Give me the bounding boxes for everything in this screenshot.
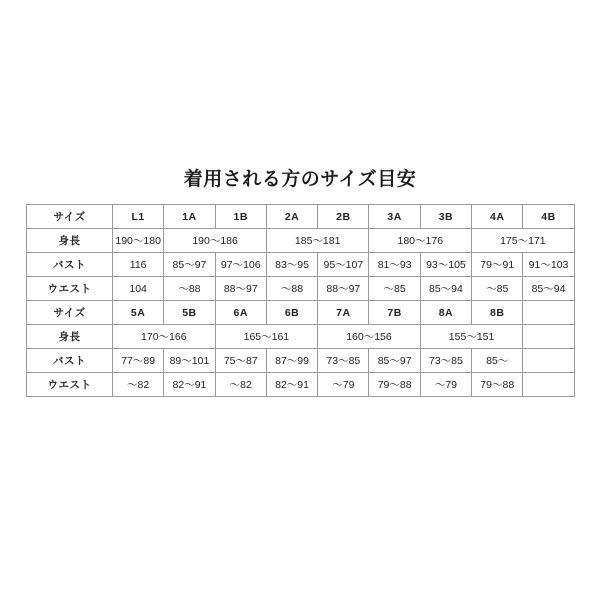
size-header-cell: 8A bbox=[420, 301, 471, 325]
size-header-cell: 5A bbox=[113, 301, 164, 325]
value-cell: 〜82 bbox=[113, 373, 164, 397]
value-cell: 85〜94 bbox=[523, 277, 574, 301]
size-header-cell: 6A bbox=[215, 301, 266, 325]
value-cell: 79〜91 bbox=[472, 253, 523, 277]
size-header-cell: 7A bbox=[318, 301, 369, 325]
value-cell: 91〜103 bbox=[523, 253, 574, 277]
value-cell: 〜88 bbox=[266, 277, 317, 301]
empty-cell bbox=[523, 325, 574, 349]
value-cell: 81〜93 bbox=[369, 253, 420, 277]
value-cell: 180〜176 bbox=[369, 229, 472, 253]
value-cell: 165〜161 bbox=[215, 325, 318, 349]
value-cell: 〜88 bbox=[164, 277, 215, 301]
size-header-cell: L1 bbox=[113, 205, 164, 229]
size-header-cell: 3B bbox=[420, 205, 471, 229]
value-cell: 77〜89 bbox=[113, 349, 164, 373]
value-cell: 155〜151 bbox=[420, 325, 523, 349]
row-label-height-2: 身長 bbox=[27, 325, 113, 349]
size-header-cell: 6B bbox=[266, 301, 317, 325]
table-row bbox=[27, 301, 575, 325]
value-cell: 85〜97 bbox=[164, 253, 215, 277]
table-row bbox=[27, 325, 575, 349]
size-header-cell: 8B bbox=[472, 301, 523, 325]
value-cell: 82〜91 bbox=[266, 373, 317, 397]
size-header-cell: 2A bbox=[266, 205, 317, 229]
value-cell: 116 bbox=[113, 253, 164, 277]
size-header-label-1: サイズ bbox=[27, 205, 113, 229]
value-cell: 160〜156 bbox=[318, 325, 421, 349]
size-header-cell: 3A bbox=[369, 205, 420, 229]
size-chart-table bbox=[26, 204, 575, 397]
value-cell: 85〜97 bbox=[369, 349, 420, 373]
value-cell: 88〜97 bbox=[318, 277, 369, 301]
value-cell: 〜82 bbox=[215, 373, 266, 397]
row-label-bust-2: バスト bbox=[27, 349, 113, 373]
value-cell: 190〜186 bbox=[164, 229, 267, 253]
size-header-cell: 5B bbox=[164, 301, 215, 325]
table-row bbox=[27, 277, 575, 301]
row-label-height-1: 身長 bbox=[27, 229, 113, 253]
value-cell: 〜85 bbox=[472, 277, 523, 301]
empty-cell bbox=[523, 301, 574, 325]
size-header-cell: 7B bbox=[369, 301, 420, 325]
size-header-label-2: サイズ bbox=[27, 301, 113, 325]
table-row bbox=[27, 349, 575, 373]
table-row bbox=[27, 253, 575, 277]
value-cell: 85〜 bbox=[472, 349, 523, 373]
table-row bbox=[27, 373, 575, 397]
value-cell: 79〜88 bbox=[369, 373, 420, 397]
page-title: 着用される方のサイズ目安 bbox=[183, 169, 417, 190]
size-chart-container bbox=[26, 204, 574, 397]
value-cell: 82〜91 bbox=[164, 373, 215, 397]
value-cell: 175〜171 bbox=[472, 229, 575, 253]
value-cell: 〜79 bbox=[420, 373, 471, 397]
value-cell: 97〜106 bbox=[215, 253, 266, 277]
value-cell: 89〜101 bbox=[164, 349, 215, 373]
value-cell: 87〜99 bbox=[266, 349, 317, 373]
table-row bbox=[27, 205, 575, 229]
value-cell: 93〜105 bbox=[420, 253, 471, 277]
row-label-waist-2: ウエスト bbox=[27, 373, 113, 397]
empty-cell bbox=[523, 373, 574, 397]
size-header-cell: 4A bbox=[472, 205, 523, 229]
size-header-cell: 1A bbox=[164, 205, 215, 229]
size-header-cell: 2B bbox=[318, 205, 369, 229]
size-header-cell: 1B bbox=[215, 205, 266, 229]
value-cell: 185〜181 bbox=[266, 229, 369, 253]
value-cell: 83〜95 bbox=[266, 253, 317, 277]
table-row bbox=[27, 229, 575, 253]
value-cell: 104 bbox=[113, 277, 164, 301]
value-cell: 95〜107 bbox=[318, 253, 369, 277]
empty-cell bbox=[523, 349, 574, 373]
value-cell: 73〜85 bbox=[318, 349, 369, 373]
value-cell: 85〜94 bbox=[420, 277, 471, 301]
row-label-bust-1: バスト bbox=[27, 253, 113, 277]
value-cell: 170〜166 bbox=[113, 325, 216, 349]
value-cell: 190〜180 bbox=[113, 229, 164, 253]
size-header-cell: 4B bbox=[523, 205, 574, 229]
value-cell: 75〜87 bbox=[215, 349, 266, 373]
value-cell: 〜79 bbox=[318, 373, 369, 397]
row-label-waist-1: ウエスト bbox=[27, 277, 113, 301]
value-cell: 〜85 bbox=[369, 277, 420, 301]
size-chart-body bbox=[27, 205, 575, 397]
value-cell: 73〜85 bbox=[420, 349, 471, 373]
value-cell: 88〜97 bbox=[215, 277, 266, 301]
value-cell: 79〜88 bbox=[472, 373, 523, 397]
